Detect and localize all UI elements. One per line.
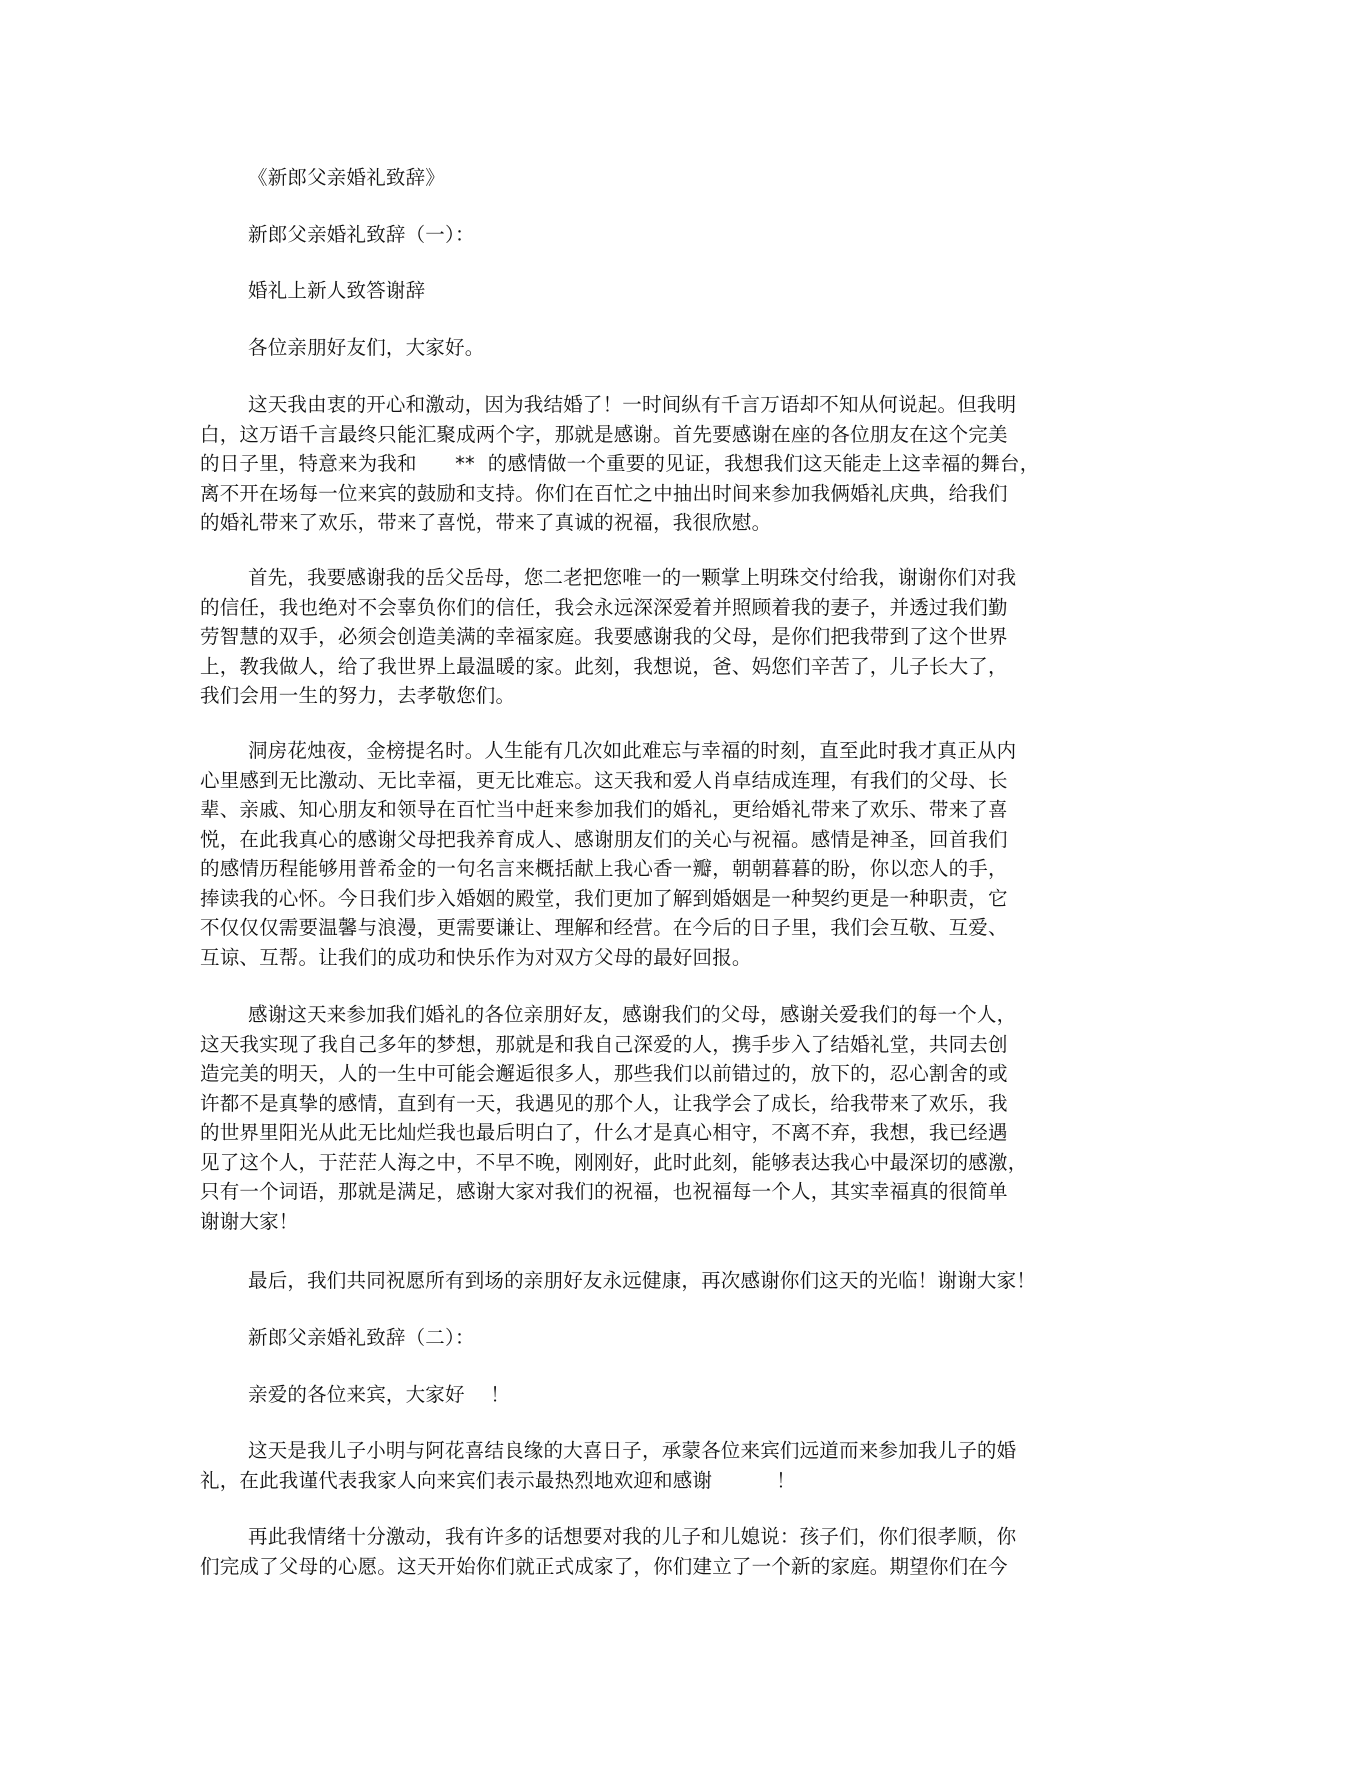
paragraph-line: 这天我由衷的开心和激动，因为我结婚了！一时间纵有千言万语却不知从何说起。但我明 xyxy=(248,393,1017,416)
paragraph-2 xyxy=(200,563,1080,711)
greeting1: 各位亲朋好友们，大家好。 xyxy=(248,336,485,359)
paragraph-5 xyxy=(200,1266,1080,1296)
paragraph-3 xyxy=(200,736,1080,972)
paragraph-line: 这天是我儿子小明与阿花喜结良缘的大喜日子，承蒙各位来宾们远道而来参加我儿子的婚 xyxy=(248,1439,1017,1462)
paragraph-line: 首先，我要感谢我的岳父岳母，您二老把您唯一的一颗掌上明珠交付给我，谢谢你们对我 xyxy=(248,566,1017,589)
paragraph-4 xyxy=(200,1000,1080,1236)
section1-subtitle: 婚礼上新人致答谢辞 xyxy=(248,279,426,302)
paragraph-line: 们完成了父母的心愿。这天开始你们就正式成家了，你们建立了一个新的家庭。期望你们在今 xyxy=(200,1554,1008,1578)
paragraph-line: 不仅仅仅需要温馨与浪漫，更需要谦让、理解和经营。在今后的日子里，我们会互敬、互爱、 xyxy=(200,916,1008,939)
paragraph-line: 洞房花烛夜，金榜提名时。人生能有几次如此难忘与幸福的时刻，直至此时我才真正从内 xyxy=(248,739,1017,762)
paragraph-line: 许都不是真挚的感情，直到有一天，我遇见的那个人，让我学会了成长，给我带来了欢乐，我 xyxy=(200,1091,1008,1115)
paragraph-line: 这天我实现了我自己多年的梦想，那就是和我自己深爱的人，携手步入了结婚礼堂，共同去创 xyxy=(200,1032,1008,1056)
section1-heading-block xyxy=(200,220,1080,250)
paragraph-line: 只有一个词语，那就是满足，感谢大家对我们的祝福，也祝福每一个人，其实幸福真的很简单 xyxy=(200,1180,1008,1203)
paragraph-line: 悦，在此我真心的感谢父母把我养育成人、感谢朋友们的关心与祝福。感情是神圣，回首我们 xyxy=(200,827,1008,851)
section1-heading: 新郎父亲婚礼致辞（一）： xyxy=(248,223,475,246)
paragraph-line: 上，教我做人，给了我世界上最温暖的家。此刻，我想说，爸、妈您们辛苦了，儿子长大了， xyxy=(200,654,1008,678)
paragraph-line: 互谅、互帮。让我们的成功和快乐作为对双方父母的最好回报。 xyxy=(200,945,752,969)
greeting1-block xyxy=(200,333,1080,363)
paragraph-line: 心里感到无比激动、无比幸福，更无比难忘。这天我和爱人肖卓结成连理，有我们的父母、长 xyxy=(200,768,1008,792)
paragraph-line: 造完美的明天，人的一生中可能会邂逅很多人，那些我们以前错过的，放下的，忍心割舍的或 xyxy=(200,1062,1008,1085)
paragraph-1 xyxy=(200,390,1080,538)
paragraph-7 xyxy=(200,1522,1080,1581)
paragraph-line: 捧读我的心怀。今日我们步入婚姻的殿堂，我们更加了解到婚姻是一种契约更是一种职责，它 xyxy=(200,886,1008,910)
document-title-block xyxy=(200,163,1080,193)
document-title: 《新郎父亲婚礼致辞》 xyxy=(248,166,446,189)
section2-heading: 新郎父亲婚礼致辞（二）： xyxy=(248,1326,475,1349)
paragraph-line: 白，这万语千言最终只能汇聚成两个字，那就是感谢。首先要感谢在座的各位朋友在这个完美 xyxy=(200,422,1008,446)
paragraph-line: 最后，我们共同祝愿所有到场的亲朋好友永远健康，再次感谢你们这天的光临！谢谢大家！ xyxy=(248,1269,1037,1292)
paragraph-line: 的感情历程能够用普希金的一句名言来概括献上我心香一瓣，朝朝暮暮的盼，你以恋人的手， xyxy=(200,857,1008,880)
greeting2-block xyxy=(200,1380,1080,1410)
section2-heading-block xyxy=(200,1323,1080,1353)
paragraph-line: 的信任，我也绝对不会辜负你们的信任，我会永远深深爱着并照顾着我的妻子，并透过我们勤 xyxy=(200,595,1008,619)
paragraph-line: 感谢这天来参加我们婚礼的各位亲朋好友，感谢我们的父母，感谢关爱我们的每一个人， xyxy=(248,1003,1017,1026)
paragraph-line: 谢谢大家！ xyxy=(200,1209,299,1233)
paragraph-line: 的世界里阳光从此无比灿烂我也最后明白了，什么才是真心相守，不离不弃，我想，我已经遇 xyxy=(200,1121,1008,1144)
paragraph-line: 见了这个人，于茫茫人海之中，不早不晚，刚刚好，此时此刻，能够表达我心中最深切的感激， xyxy=(200,1150,1028,1174)
section1-subtitle-block xyxy=(200,276,1080,306)
paragraph-line: 离不开在场每一位来宾的鼓励和支持。你们在百忙之中抽出时间来参加我俩婚礼庆典，给我们 xyxy=(200,481,1008,505)
greeting2: 亲爱的各位来宾，大家好 ！ xyxy=(248,1383,510,1406)
paragraph-line: 的日子里，特意来为我和 ** 的感情做一个重要的见证，我想我们这天能走上这幸福的舞台， xyxy=(200,452,1040,475)
paragraph-line: 我们会用一生的努力，去孝敬您们。 xyxy=(200,684,516,707)
paragraph-line: 辈、亲戚、知心朋友和领导在百忙当中赶来参加我们的婚礼，更给婚礼带来了欢乐、带来了喜 xyxy=(200,798,1008,821)
paragraph-line: 再此我情绪十分激动，我有许多的话想要对我的儿子和儿媳说：孩子们，你们很孝顺，你 xyxy=(248,1525,1017,1548)
paragraph-6 xyxy=(200,1436,1080,1495)
paragraph-line: 礼，在此我谨代表我家人向来宾们表示最热烈地欢迎和感谢 ！ xyxy=(200,1468,796,1492)
paragraph-line: 劳智慧的双手，必须会创造美满的幸福家庭。我要感谢我的父母，是你们把我带到了这个世界 xyxy=(200,625,1008,648)
paragraph-line: 的婚礼带来了欢乐，带来了喜悦，带来了真诚的祝福，我很欣慰。 xyxy=(200,511,772,534)
